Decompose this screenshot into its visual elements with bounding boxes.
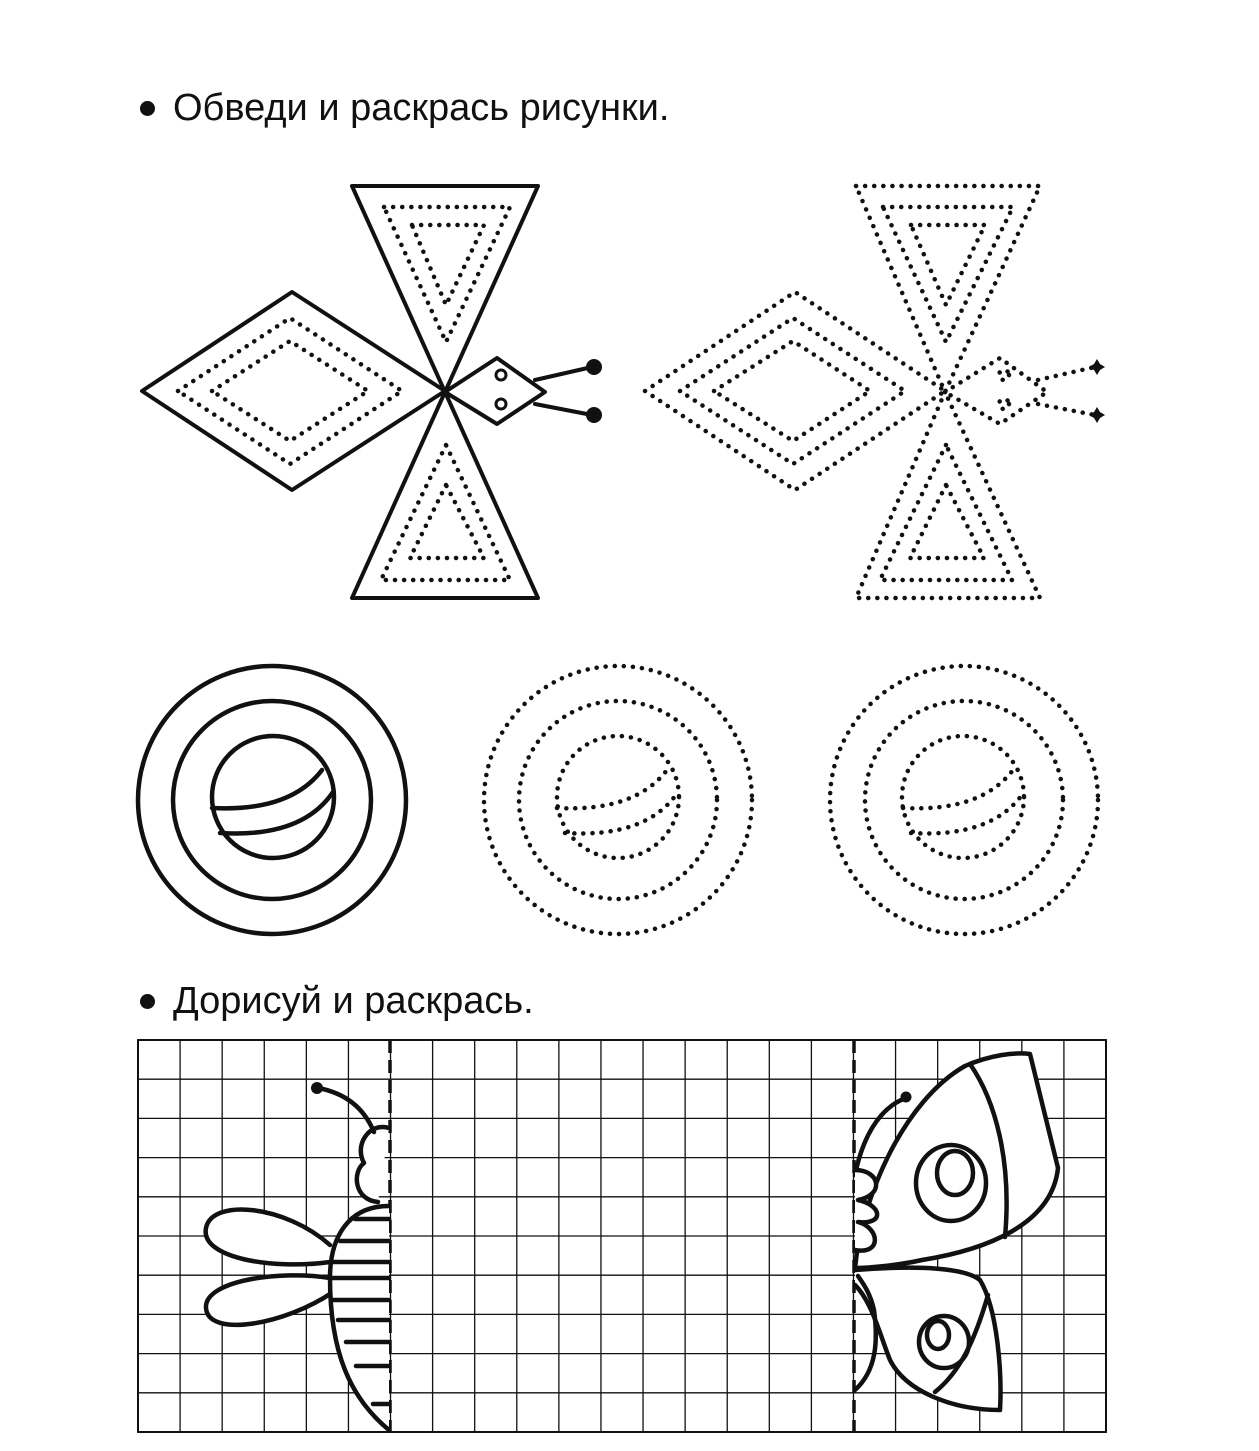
dotted-guide [557, 736, 679, 858]
dotted-guide [911, 792, 1024, 833]
dotted-guide [856, 392, 1040, 598]
antenna-tip-icon [586, 359, 602, 375]
dotted-guide [903, 770, 1013, 808]
ball-icon [212, 736, 334, 858]
dotted-guide [999, 399, 1009, 409]
antenna-tip-icon [311, 1082, 323, 1094]
antenna-tip-icon [901, 1092, 912, 1103]
dotted-guide [1038, 404, 1095, 415]
ball-ring-dotted [484, 666, 752, 934]
instruction-text: Дорисуй и раскрась. [173, 980, 534, 1022]
butterfly-dotted [645, 186, 1095, 598]
bee-head [357, 1127, 389, 1202]
head-outline [445, 358, 545, 424]
ball-ring-dotted [830, 666, 1098, 934]
dotted-guide [384, 207, 510, 342]
dotted-guide [519, 701, 717, 899]
dotted-guide [484, 666, 752, 934]
antenna [535, 367, 592, 380]
lower-wing-outline [352, 392, 538, 598]
dotted-guide [883, 207, 1013, 342]
instruction-text: Обведи и раскрась рисунки. [173, 87, 670, 129]
butterfly-half [855, 1053, 1058, 1410]
dotted-guide [565, 792, 678, 833]
upper-wing-outline [352, 186, 538, 392]
dotted-guide [1038, 367, 1095, 380]
dotted-guide [945, 358, 1047, 424]
bee-wing-upper [206, 1209, 330, 1264]
outer-ring [138, 666, 406, 934]
ball-stripe [212, 770, 322, 808]
ball-ring-solid [138, 666, 406, 934]
butterfly-body [855, 1170, 877, 1251]
ball-stripe [220, 792, 333, 833]
middle-ring [173, 701, 371, 899]
dotted-guide [902, 736, 1024, 858]
dotted-guide [865, 701, 1063, 899]
antenna-tip-icon [1089, 359, 1105, 375]
dotted-guide [714, 341, 870, 441]
antenna [535, 404, 592, 415]
dotted-guide [557, 770, 667, 808]
bee-wing-lower [206, 1275, 333, 1325]
bee-antenna [318, 1088, 374, 1132]
butterfly-solid [142, 186, 602, 598]
dotted-guide [856, 186, 1040, 392]
eye-icon [496, 370, 506, 380]
eye-icon [496, 399, 506, 409]
bee-half [206, 1082, 389, 1430]
dotted-guide [999, 370, 1009, 380]
antenna-tip-icon [586, 407, 602, 423]
dotted-guide [645, 292, 945, 490]
dotted-guide [830, 666, 1098, 934]
antenna-tip-icon [1089, 407, 1105, 423]
